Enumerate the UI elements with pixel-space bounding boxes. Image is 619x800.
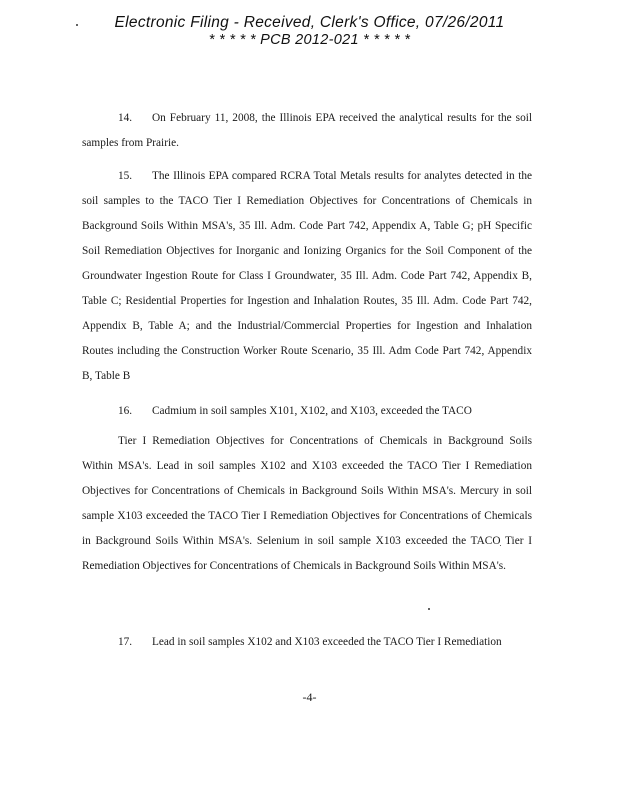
paragraph-number: 14. (118, 112, 133, 124)
paragraph-text: On February 11, 2008, the Illinois EPA received the analytical results for the soil samples from Prairie. (82, 112, 532, 149)
paragraph-text: Lead in soil samples X102 and X103 exceeded the TACO Tier I Remediation (152, 636, 502, 648)
filing-stamp: Electronic Filing - Received, Clerk's Office, 07/26/2011 (114, 14, 505, 31)
paragraph-17 (82, 630, 532, 655)
docket-number: * * * * * PCB 2012-021 * * * * * (208, 32, 411, 48)
paragraph-text: The Illinois EPA compared RCRA Total Metals results for analytes detected in the soil samples to the TACO Tier I Remediation Objectives for Concentrations of Chemicals in Background Soils Within MSA's, 35 Ill. Adm. Code Part 742, Appendix A, Table G; pH Specific Soil Remediation Objectives for Inorganic and Ionizing Organics for the Soil Component of the Groundwater Ingestion Route for Class I Groundwater, 35 Ill. Adm. Code Part 742, Appendix B, Table C; Residential Properties for Ingestion and Inhalation Routes, 35 Ill. Adm. Code Part 742, Appendix B, Table A; and the Industrial/Commercial Properties for Ingestion and Inhalation Routes including the Construction Worker Route Scenario, 35 Ill. Adm Code Part 742, Appendix B, Table B (82, 170, 532, 382)
page-number: -4- (302, 690, 317, 704)
paragraph-number: 16. (118, 405, 133, 417)
scan-speck (428, 608, 430, 610)
paragraph-16 (82, 399, 532, 579)
paragraph-number: 15. (118, 170, 133, 182)
paragraph-number: 17. (118, 636, 133, 648)
scan-speck (76, 24, 78, 26)
paragraph-15 (82, 164, 532, 389)
paragraph-text: Tier I Remediation Objectives for Concentrations of Chemicals in Background Soils Within MSA's. Lead in soil samples X102 and X103 exceeded the TACO Tier I Remediation Objectives for Concentrations of Chemicals in Background Soils Within MSA's. Mercury in soil sample X103 exceeded the TACO Tier I Remediation Objectives for Concentrations of Chemicals in Background Soils Within MSA's. Selenium in soil sample X103 exceeded the TACO Tier I Remediation Objectives for Concentrations of Chemicals in Background Soils Within MSA's. (82, 435, 532, 572)
paragraph-text-first-line: Cadmium in soil samples X101, X102, and X103, exceeded the TACO (152, 405, 472, 417)
paragraph-14 (82, 106, 532, 156)
